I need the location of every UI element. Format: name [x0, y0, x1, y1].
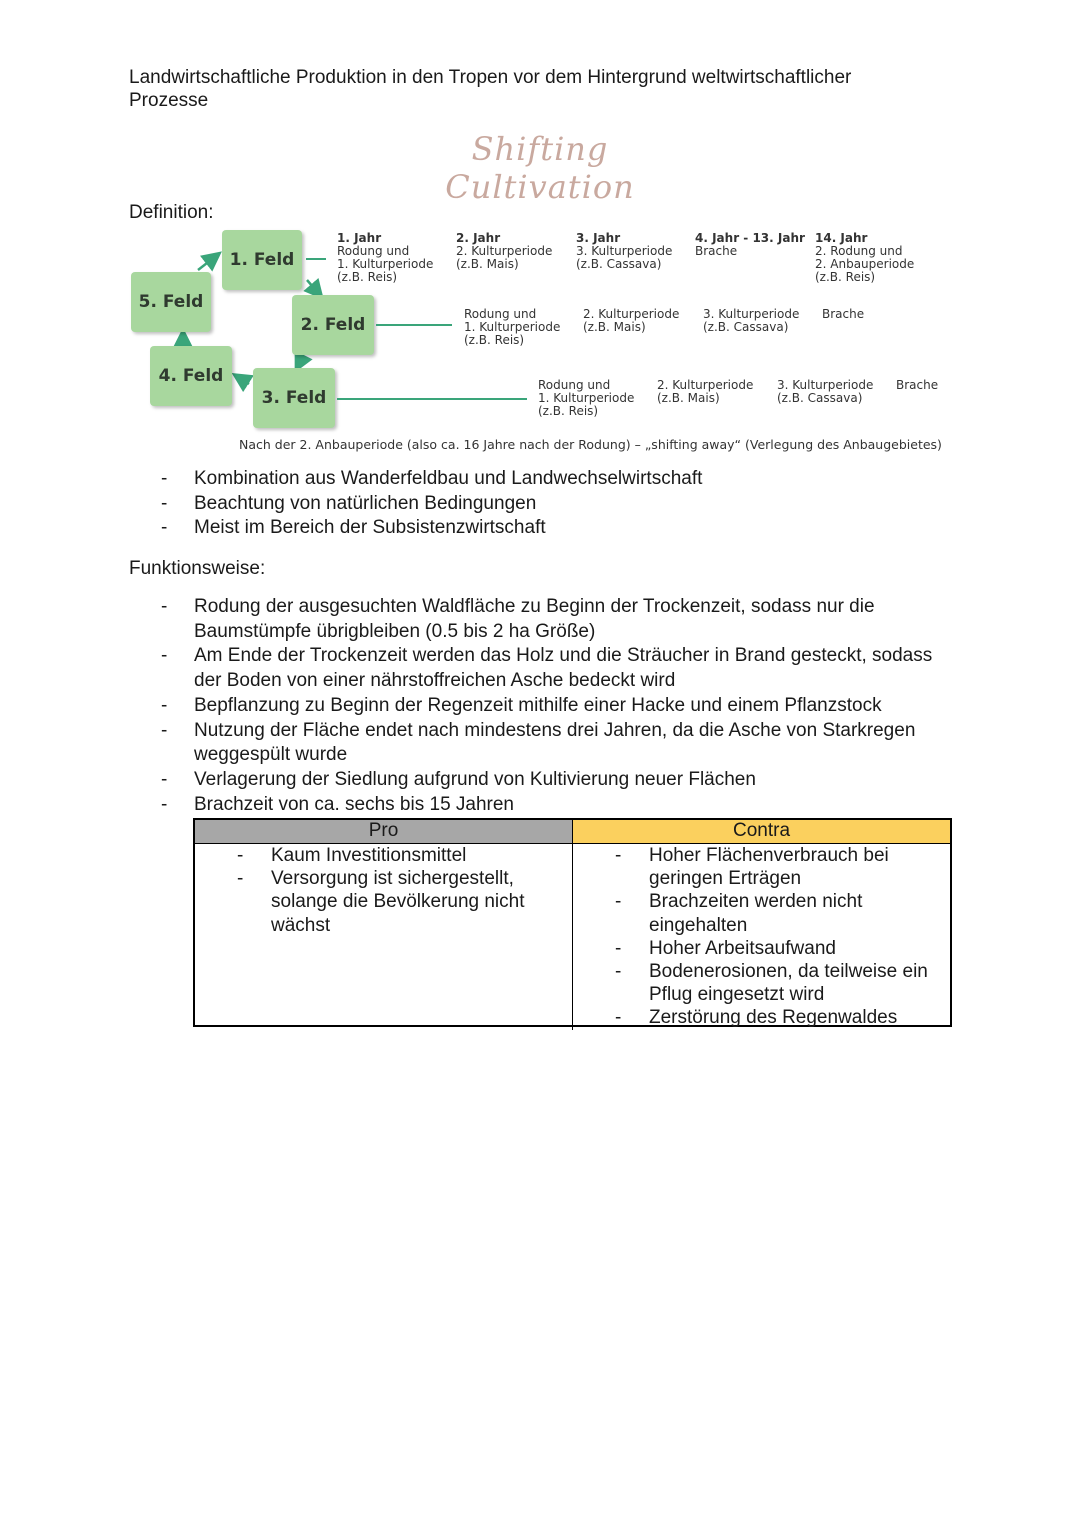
list-item: - Kombination aus Wanderfeldbau und Landwechselwirtschaft — [129, 467, 949, 492]
contra-item: - Hoher Flächenverbrauch bei geringen Erträgen — [573, 844, 950, 890]
contra-item: - Hoher Arbeitsaufwand — [573, 937, 950, 960]
contra-item: - Brachzeiten werden nicht eingehalten — [573, 890, 950, 936]
list-item: - Verlagerung der Siedlung aufgrund von Kultivierung neuer Flächen — [129, 768, 949, 793]
function-list — [129, 595, 949, 817]
definition-list — [129, 467, 949, 541]
field-4-box: 4. Feld — [150, 346, 232, 406]
list-item: - Rodung der ausgesuchten Waldfläche zu Beginn der Trockenzeit, sodass nur die Baumstümpfe übrigbleiben (0.5 bis 2 ha Größe) — [129, 595, 949, 644]
pro-column — [195, 844, 573, 1030]
definition-label: Definition: — [129, 202, 214, 223]
row1-cell: 3. Jahr 3. Kulturperiode (z.B. Cassava) — [576, 231, 673, 271]
contra-header: Contra — [573, 820, 950, 844]
field-1-box: 1. Feld — [222, 230, 302, 290]
list-item: - Nutzung der Fläche endet nach mindestens drei Jahren, da die Asche von Starkregen weggespült wurde — [129, 719, 949, 768]
pro-contra-table — [193, 818, 952, 1027]
row3-cell: Rodung und 1. Kulturperiode (z.B. Reis) — [538, 378, 635, 418]
field-3-box: 3. Feld — [253, 368, 335, 428]
row1-cell: 1. Jahr Rodung und 1. Kulturperiode (z.B. Reis) — [337, 231, 434, 284]
contra-item: - Bodenerosionen, da teilweise ein Pflug eingesetzt wird — [573, 960, 950, 1006]
timeline-line-2 — [376, 324, 452, 326]
row2-cell: Brache — [822, 307, 865, 321]
diagram-caption: Nach der 2. Anbauperiode (also ca. 16 Jahre nach der Rodung) – „shifting away“ (Verlegung des Anbaugebietes) — [239, 437, 942, 452]
contra-column — [573, 844, 950, 1030]
field-5-box: 5. Feld — [131, 272, 211, 332]
row3-cell: 3. Kulturperiode (z.B. Cassava) — [777, 378, 874, 405]
list-item: - Brachzeit von ca. sechs bis 15 Jahren — [129, 793, 949, 818]
list-item: - Am Ende der Trockenzeit werden das Holz und die Sträucher in Brand gesteckt, sodass der Boden von einer nährstoffreichen Asche bedeckt wird — [129, 644, 949, 693]
pro-header: Pro — [195, 820, 573, 844]
row1-cell: 4. Jahr - 13. Jahr Brache — [695, 231, 805, 258]
row3-cell: 2. Kulturperiode (z.B. Mais) — [657, 378, 754, 405]
pro-item: - Kaum Investitionsmittel — [195, 844, 572, 867]
list-item: - Meist im Bereich der Subsistenzwirtschaft — [129, 516, 949, 541]
function-label: Funktionsweise: — [129, 558, 266, 579]
list-item: - Beachtung von natürlichen Bedingungen — [129, 492, 949, 517]
row1-cell: 14. Jahr 2. Rodung und 2. Anbauperiode (z.B. Reis) — [815, 231, 915, 284]
timeline-line-1 — [306, 258, 326, 260]
list-item: - Bepflanzung zu Beginn der Regenzeit mithilfe einer Hacke und einem Pflanzstock — [129, 694, 949, 719]
shifting-cultivation-diagram — [0, 0, 1080, 460]
row2-cell: 3. Kulturperiode (z.B. Cassava) — [703, 307, 800, 334]
contra-item: - Zerstörung des Regenwaldes — [573, 1006, 950, 1029]
row3-cell: Brache — [896, 378, 939, 392]
handwritten-heading: Shifting Cultivation — [445, 130, 635, 206]
row1-cell: 2. Jahr 2. Kulturperiode (z.B. Mais) — [456, 231, 553, 271]
row2-cell: 2. Kulturperiode (z.B. Mais) — [583, 307, 680, 334]
pro-item: - Versorgung ist sichergestellt, solange die Bevölkerung nicht wächst — [195, 867, 572, 937]
document-title: Landwirtschaftliche Produktion in den Tropen vor dem Hintergrund weltwirtschaftlicher Prozesse — [129, 67, 852, 111]
row2-cell: Rodung und 1. Kulturperiode (z.B. Reis) — [464, 307, 561, 347]
timeline-line-3 — [337, 398, 527, 400]
field-2-box: 2. Feld — [292, 295, 374, 355]
